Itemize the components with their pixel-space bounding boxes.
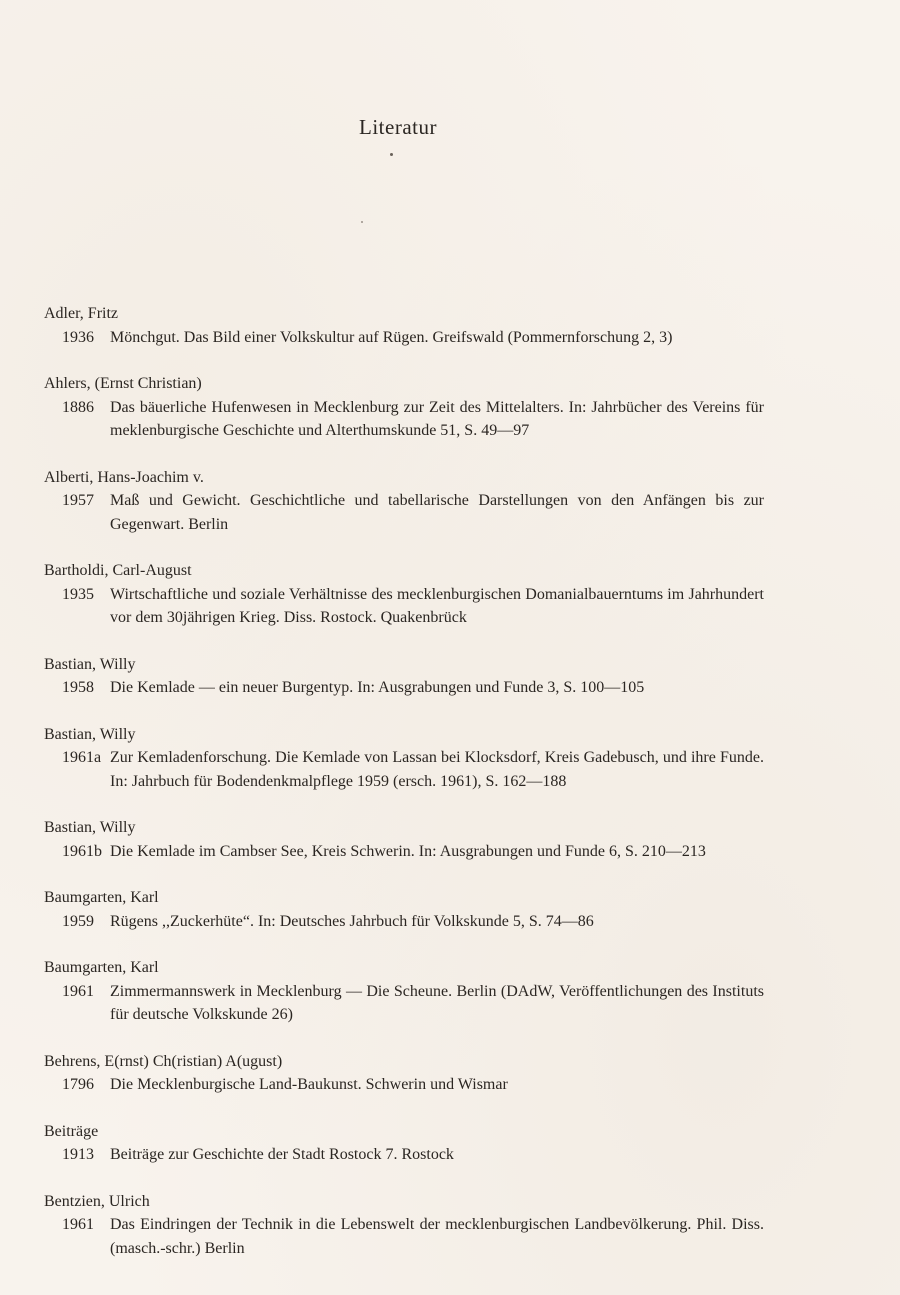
entry-author: Bentzien, Ulrich: [44, 1192, 150, 1210]
entry-item: [44, 1073, 764, 1097]
entry-year: 1961: [62, 982, 94, 1000]
bibliography-entry: [44, 1050, 764, 1097]
bibliography-entry: [44, 653, 764, 700]
entry-item: [44, 1213, 764, 1260]
bibliography-entry: [44, 372, 764, 443]
page-title-text: Literatur: [359, 115, 437, 139]
entry-year: 1936: [62, 328, 94, 346]
entry-author: Baumgarten, Karl: [44, 959, 159, 976]
bibliography-entry: [44, 723, 764, 794]
entry-text: Rügens ,,Zuckerhüte“. In: Deutsches Jahrbuch für Volkskunde 5, S. 74—86: [110, 912, 594, 930]
entry-text: Das bäuerliche Hufenwesen in Mecklenburg zur Zeit des Mittelalters. In: Jahrbücher des Vereins für meklenburgische Geschichte und Alterthumskunde 51, S. 49—97: [110, 398, 764, 439]
bibliography-list: [44, 302, 764, 1283]
entry-year: 1959: [62, 912, 94, 930]
entry-text: Die Mecklenburgische Land-Baukunst. Schwerin und Wismar: [110, 1076, 508, 1093]
ink-speck: [361, 221, 363, 223]
entry-author: Beiträge: [44, 1122, 99, 1140]
entry-year: 1961a: [62, 749, 102, 766]
bibliography-entry: [44, 559, 764, 630]
entry-year: 1957: [62, 492, 94, 509]
entry-item: [44, 489, 764, 536]
entry-text: Mönchgut. Das Bild einer Volkskultur auf Rügen. Greifswald (Pommernforschung 2, 3): [110, 328, 673, 346]
entry-year: 1913: [62, 1146, 94, 1163]
entry-text: Die Kemlade — ein neuer Burgentyp. In: Ausgrabungen und Funde 3, S. 100—105: [110, 679, 645, 696]
entry-text: Maß und Gewicht. Geschichtliche und tabellarische Darstellungen von den Anfängen bis zur Gegenwart. Berlin: [110, 492, 764, 533]
ink-speck: [390, 153, 393, 156]
entry-item: [44, 396, 764, 443]
entry-item: [44, 746, 764, 793]
entry-item: [44, 583, 764, 630]
entry-year: 1961: [62, 1216, 94, 1233]
entry-text: Beiträge zur Geschichte der Stadt Rostock 7. Rostock: [110, 1146, 454, 1163]
entry-text: Zimmermannswerk in Mecklenburg — Die Scheune. Berlin (DAdW, Veröffentlichungen des Instituts für deutsche Volkskunde 26): [110, 982, 764, 1023]
entry-year: 1886: [62, 398, 94, 416]
entry-author: Ahlers, (Ernst Christian): [44, 375, 202, 392]
entry-author: Behrens, E(rnst) Ch(ristian) A(ugust): [44, 1052, 283, 1070]
entry-text: Wirtschaftliche und soziale Verhältnisse des mecklenburgischen Domanialbauerntums im Jahrhundert vor dem 30jährigen Krieg. Diss. Rostock. Quakenbrück: [110, 585, 764, 626]
entry-author: Bartholdi, Carl-August: [44, 562, 192, 579]
bibliography-entry: [44, 1120, 764, 1167]
entry-item: [44, 326, 764, 350]
bibliography-entry: [44, 302, 764, 349]
entry-author: Bastian, Willy: [44, 725, 136, 743]
entry-year: 1796: [62, 1076, 94, 1093]
entry-year: 1961b: [62, 842, 102, 860]
entry-author: Baumgarten, Karl: [44, 889, 159, 906]
page-title: [0, 115, 796, 140]
entry-item: [44, 910, 764, 934]
entry-author: Alberti, Hans-Joachim v.: [44, 468, 204, 486]
entry-item: [44, 840, 764, 864]
bibliography-entry: [44, 886, 764, 933]
entry-year: 1958: [62, 679, 94, 696]
entry-author: Bastian, Willy: [44, 819, 136, 836]
entry-item: [44, 980, 764, 1027]
bibliography-entry: [44, 956, 764, 1027]
entry-author: Adler, Fritz: [44, 305, 119, 322]
bibliography-entry: [44, 816, 764, 863]
entry-author: Bastian, Willy: [44, 655, 136, 673]
entry-item: [44, 1143, 764, 1167]
bibliography-entry: [44, 466, 764, 537]
entry-item: [44, 676, 764, 700]
entry-year: 1935: [62, 585, 94, 603]
entry-text: Die Kemlade im Cambser See, Kreis Schwerin. In: Ausgrabungen und Funde 6, S. 210—213: [110, 842, 706, 860]
bibliography-entry: [44, 1190, 764, 1261]
entry-text: Zur Kemladenforschung. Die Kemlade von Lassan bei Klocksdorf, Kreis Gadebusch, und ihre Funde. In: Jahrbuch für Bodendenkmalpflege 1959 (ersch. 1961), S. 162—188: [110, 749, 764, 790]
entry-text: Das Eindringen der Technik in die Lebenswelt der mecklenburgischen Landbevölkerung. Phil. Diss. (masch.-schr.) Berlin: [110, 1216, 764, 1257]
